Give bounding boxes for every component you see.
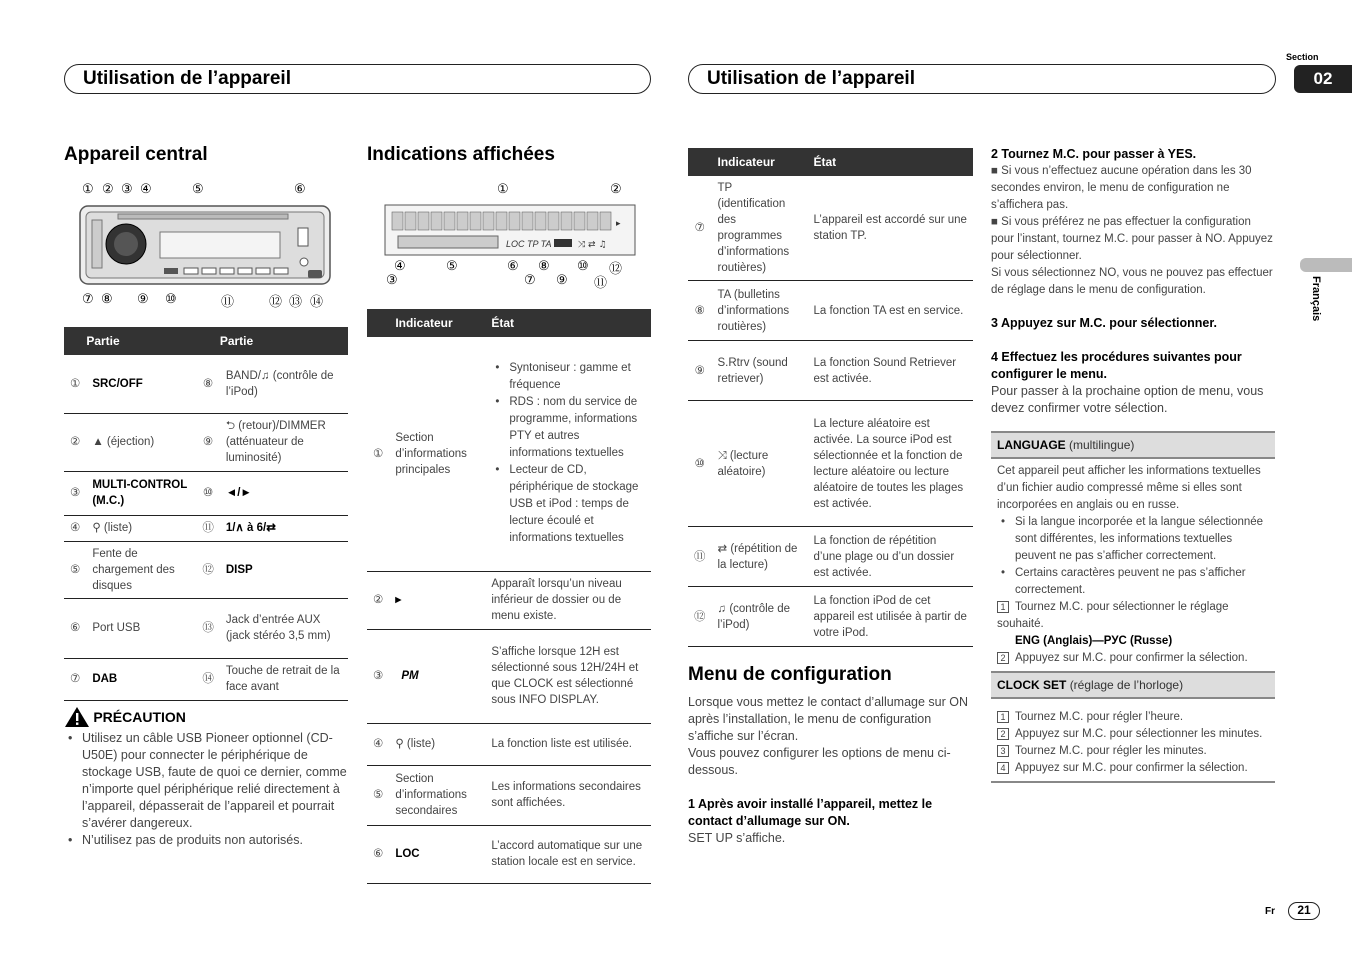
right-header: Utilisation de l’appareil (688, 64, 1276, 94)
warning-icon (64, 706, 90, 728)
right-column: 2 Tournez M.C. pour passer à YES. ■ Si vous n’effectuez aucune opération dans les 30 secondes environ, le menu de configuration ne s’affichera pas. ■ Si vous préférez ne pas effectuer la configuration pour l’instant, tournez M.C. pour passer à NO. Appuyez pour sélectionner. Si vous sélectionnez NO, vous ne pouvez pas effectuer de réglage dans le menu de configuration. 3 Appuyez sur M.C. pour sélectionner. 4 Effectuez les procédures suivantes pour configurer le menu. Pour passer à la prochaine option de menu, vous devez confirmer votre sélection. LANGUAGE (multilingue) Cet appareil peut afficher les informations textuelles d’un fichier audio compressé même si elles sont incorporées en anglais ou en russe. • Si la langue incorporée et la langue sélectionnée sont différentes, les informations textuelles peuvent ne pas s’afficher correctement. • Certains caractères peuvent ne pas s’afficher correctement. 1 Tournez M.C. pour sélectionner le réglage souhaité. ENG (Anglais)—РУС (Russe) 2 Appuyez sur M.C. pour confirmer la sélection. CLOCK SET (réglage de l’horloge) 1 Tournez M.C. pour régler l’heure. 2 Appuyez sur M.C. pour sélectionner les minutes. 3 Tournez M.C. pour régler les minutes. 4 Appuyez sur M.C. pour confirmer la sélection. (991, 146, 1275, 783)
svg-text:▸: ▸ (616, 219, 621, 229)
indications-table: Indicateur État ① Section d’informations principales • Syntoniseur : gamme et fréquence • RDS : nom du service de programme, informations PTY et autres informations textuelles • Lecteur de CD, périphérique de stockage USB et iPod : temps de lecture écoulé et informations textuelles ② ▸ Apparaît lorsqu’un niveau inférieur de dossier ou de menu existe. ③ PM S’affiche lorsque 12H est sélectionné sous 12H/24H et que CLOCK est sélectionné sous INFO DISPLAY. ④ ⚲ (liste) La fonction liste est utilisée. ⑤ Section d’informations secondaires Les informations secondaires sont affichées. ⑥ LOC L’accord automatique sur une station locale est en service. (367, 309, 651, 884)
section-number: 02 (1294, 65, 1352, 93)
svg-text:⤨ ⇄ ♫: ⤨ ⇄ ♫ (578, 240, 607, 250)
section-label: Section (1286, 52, 1319, 62)
language-tab-label: Français (1310, 276, 1322, 322)
lcd-display-drawing (384, 204, 636, 256)
language-tab (1300, 258, 1352, 272)
right-indicator-table: Indicateur État ⑦ TP (identification des programmes d’informations routières) L’appareil est accordé sur une station TP. ⑧ TA (bulletins d’informations routières) La fonction TA est en service. ⑨ S.Rtrv (sound retriever) La fonction Sound Retriever est activée. ⑩ ⤨ (lecture aléatoire) La lecture aléatoire est activée. La source iPod est sélectionnée et la fonction de lecture aléatoire ou lecture aléatoire de toutes les plages est activée. ⑪ ⇄ (répétition de la lecture) La fonction de répétition d’une plage ou d’un dossier est activée. ⑫ ♫ (contrôle de l’iPod) La fonction iPod de cet appareil est utilisée à partir de votre iPod. (688, 148, 973, 647)
page-number: 21 (1288, 902, 1320, 920)
svg-text:LOC TP TA: LOC TP TA (506, 239, 552, 249)
head-unit-drawing (78, 202, 334, 288)
left-header: Utilisation de l’appareil (64, 64, 651, 94)
central-parts-table: Partie Partie ① SRC/OFF ⑧ BAND/♫ (contrôle de l’iPod) ② ▲ (éjection) ⑨ ⮌ (retour)/DIMMER (atténuateur de luminosité) ③ MULTI-CONTROL (M.C.) ⑩ ◄/► ④ ⚲ (liste) ⑪ 1/∧ à 6/⇄ ⑤ Fente de chargement des disques ⑫ DISP ⑥ Port USB ⑬ Jack d’entrée AUX (jack stéréo 3,5 mm) ⑦ DAB ⑭ Touche de retrait de la face avant (64, 327, 348, 701)
indications-title: Indications affichées (367, 144, 555, 165)
central-unit-figure: ① ② ③ ④ ⑤ ⑥ ⑦ ⑧ ⑨ ⑩ ⑪ ⑫ ⑬ ⑭ (64, 180, 348, 310)
menu-intro: Lorsque vous mettez le contact d’allumage sur ON après l’installation, le menu de configuration s’affiche sur l’écran. Vous pouvez configurer les options de menu ci-dessous. 1 Après avoir installé l’appareil, mettez le contact d’allumage sur ON. SET UP s’affiche. (688, 695, 968, 845)
caution-block: PRÉCAUTION • Utilisez un câble USB Pioneer optionnel (CD-U50E) pour connecter le périphérique de stockage USB, faute de quoi ce dernier, comme n’importe quel périphérique relié directement à l’appareil, dépasserait de l’appareil et pourrait s’avérer dangereux. • N’utilisez pas de produits non autorisés. (64, 706, 348, 849)
display-figure: ① ② LOC TP TA ⤨ ⇄ ♫ ▸ ④ ⑤ ⑥ ⑧ ⑩ ⑫ ③ ⑦ ⑨ ⑪ (384, 180, 636, 290)
menu-title: Menu de configuration (688, 664, 892, 685)
central-title: Appareil central (64, 144, 208, 165)
footer-lang: Fr (1265, 906, 1275, 917)
